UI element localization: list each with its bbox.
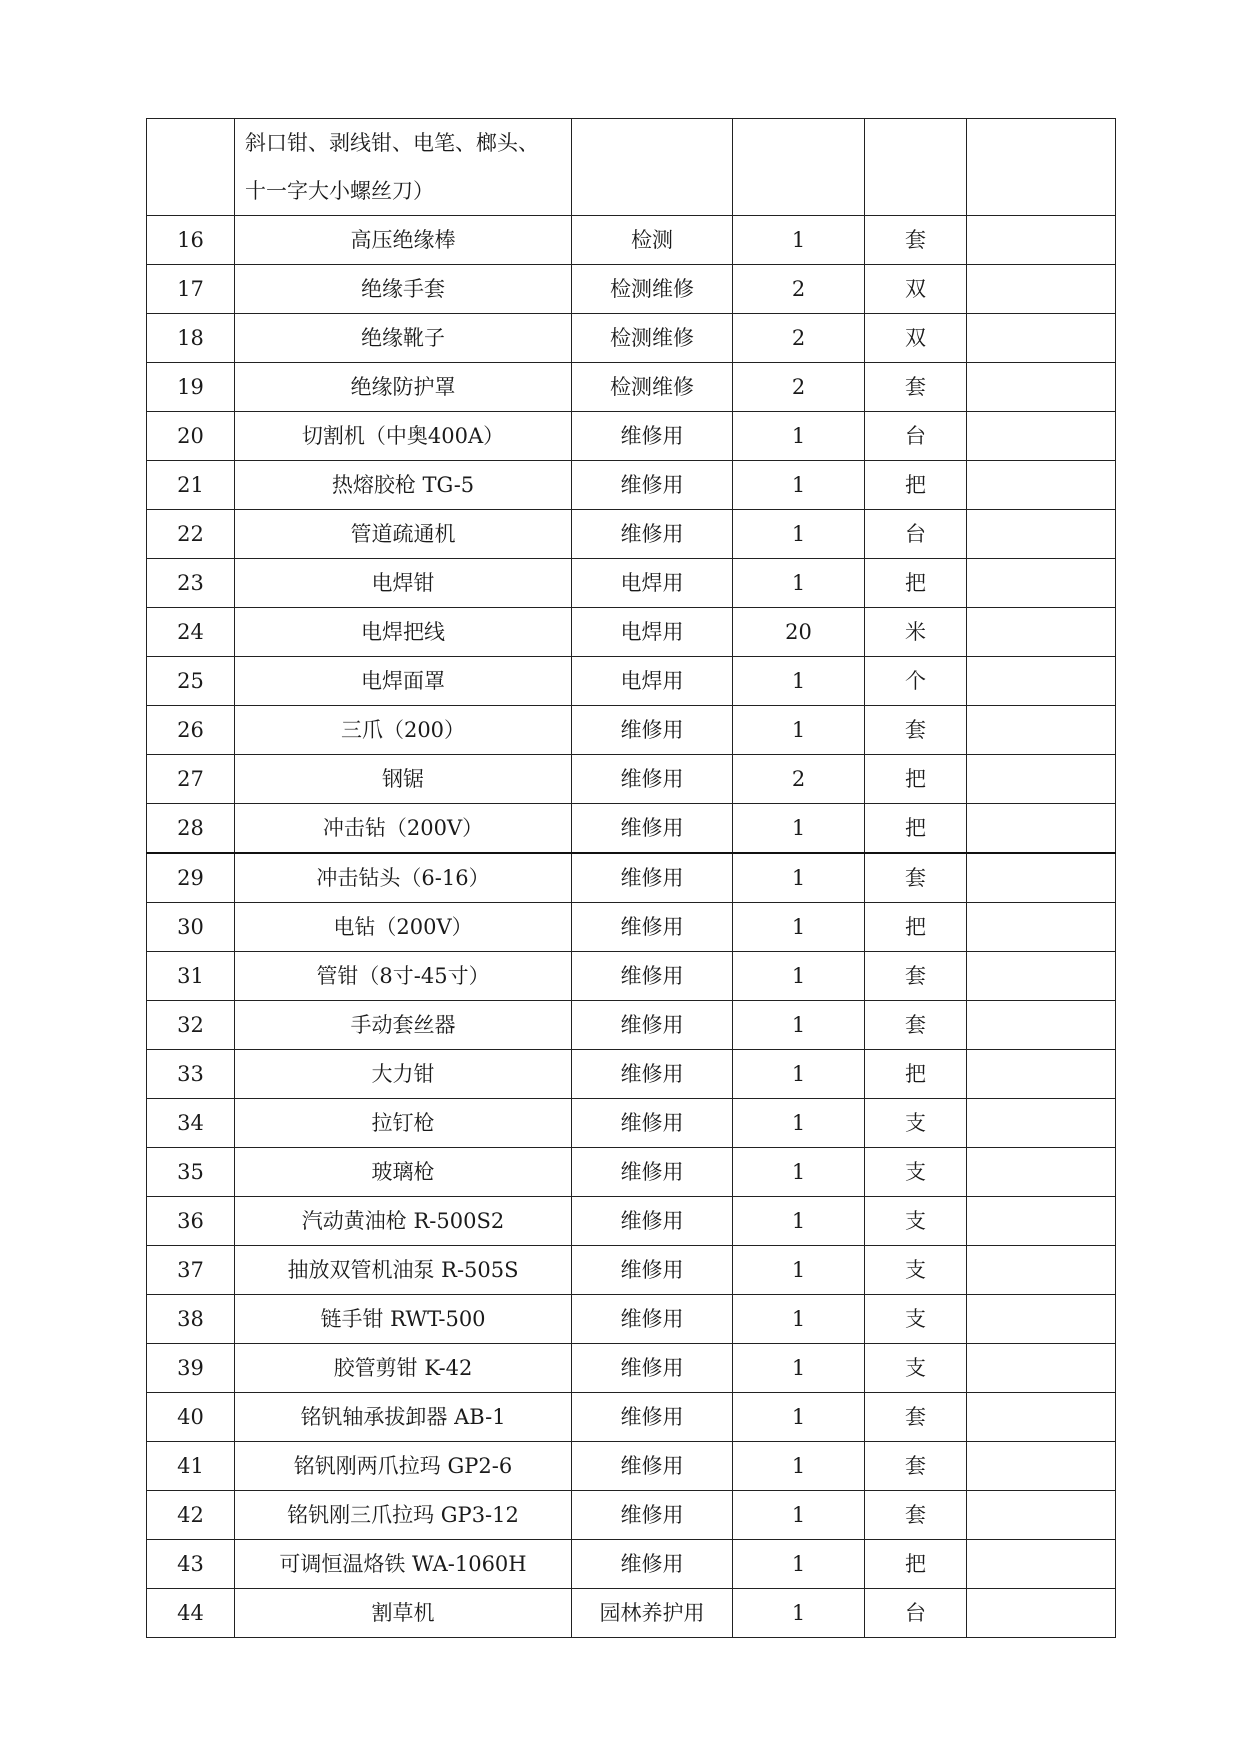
table-row-continued — [147, 119, 1116, 216]
cell-note — [967, 608, 1116, 657]
table-row — [147, 657, 1116, 706]
cell-use: 维修用 — [572, 510, 733, 559]
table-row — [147, 1589, 1116, 1638]
cell-no: 27 — [147, 755, 235, 804]
cell-note — [967, 1540, 1116, 1589]
cell-unit: 套 — [865, 706, 967, 755]
table-row — [147, 363, 1116, 412]
cell-use: 电焊用 — [572, 657, 733, 706]
cell-use: 维修用 — [572, 804, 733, 854]
table-row — [147, 1491, 1116, 1540]
cell-no: 24 — [147, 608, 235, 657]
cell-unit: 套 — [865, 216, 967, 265]
table-row — [147, 1246, 1116, 1295]
equipment-table-body — [147, 119, 1116, 1638]
cell-qty: 2 — [733, 363, 865, 412]
cell-name: 绝缘靴子 — [235, 314, 572, 363]
cell-use: 维修用 — [572, 1295, 733, 1344]
cell-unit: 套 — [865, 1491, 967, 1540]
cell-qty — [733, 119, 865, 216]
cell-name: 电钻（200V） — [235, 903, 572, 952]
cell-use: 维修用 — [572, 412, 733, 461]
cell-note — [967, 1099, 1116, 1148]
cell-name: 铭钒轴承拔卸器 AB-1 — [235, 1393, 572, 1442]
cell-qty: 2 — [733, 755, 865, 804]
table-row — [147, 1001, 1116, 1050]
cell-no: 18 — [147, 314, 235, 363]
cell-note — [967, 314, 1116, 363]
table-row — [147, 1442, 1116, 1491]
cell-name: 冲击钻（200V） — [235, 804, 572, 854]
cell-name-line: 斜口钳、剥线钳、电笔、榔头、 — [245, 131, 539, 155]
cell-qty: 1 — [733, 853, 865, 903]
cell-unit: 个 — [865, 657, 967, 706]
cell-use: 园林养护用 — [572, 1589, 733, 1638]
cell-note — [967, 1197, 1116, 1246]
cell-qty: 1 — [733, 1246, 865, 1295]
cell-qty: 1 — [733, 216, 865, 265]
cell-use: 维修用 — [572, 1491, 733, 1540]
cell-no: 40 — [147, 1393, 235, 1442]
cell-name: 切割机（中奥400A） — [235, 412, 572, 461]
cell-name — [235, 119, 572, 216]
cell-qty: 1 — [733, 510, 865, 559]
cell-no: 37 — [147, 1246, 235, 1295]
cell-note — [967, 1001, 1116, 1050]
cell-name: 电焊钳 — [235, 559, 572, 608]
cell-qty: 1 — [733, 1001, 865, 1050]
cell-no: 35 — [147, 1148, 235, 1197]
cell-note — [967, 1295, 1116, 1344]
equipment-table — [146, 118, 1116, 1638]
cell-qty: 2 — [733, 265, 865, 314]
table-row — [147, 1148, 1116, 1197]
cell-name: 电焊面罩 — [235, 657, 572, 706]
cell-name-line: 十一字大小螺丝刀） — [245, 179, 434, 203]
cell-name: 电焊把线 — [235, 608, 572, 657]
cell-name: 胶管剪钳 K-42 — [235, 1344, 572, 1393]
cell-unit: 把 — [865, 1540, 967, 1589]
cell-note — [967, 657, 1116, 706]
cell-no: 31 — [147, 952, 235, 1001]
cell-use: 检测维修 — [572, 314, 733, 363]
cell-no: 26 — [147, 706, 235, 755]
cell-no: 34 — [147, 1099, 235, 1148]
table-row — [147, 903, 1116, 952]
table-row — [147, 314, 1116, 363]
cell-qty: 1 — [733, 1491, 865, 1540]
table-row — [147, 706, 1116, 755]
cell-name: 可调恒温烙铁 WA-1060H — [235, 1540, 572, 1589]
cell-use: 维修用 — [572, 1050, 733, 1099]
cell-no: 22 — [147, 510, 235, 559]
cell-name: 管道疏通机 — [235, 510, 572, 559]
cell-unit: 米 — [865, 608, 967, 657]
table-row — [147, 412, 1116, 461]
table-row — [147, 265, 1116, 314]
document-page — [146, 118, 1115, 1638]
cell-note — [967, 216, 1116, 265]
cell-note — [967, 1393, 1116, 1442]
cell-qty: 1 — [733, 1393, 865, 1442]
table-row — [147, 510, 1116, 559]
cell-no: 32 — [147, 1001, 235, 1050]
cell-name: 链手钳 RWT-500 — [235, 1295, 572, 1344]
cell-qty: 1 — [733, 706, 865, 755]
cell-name: 玻璃枪 — [235, 1148, 572, 1197]
cell-name: 手动套丝器 — [235, 1001, 572, 1050]
cell-note — [967, 510, 1116, 559]
cell-name: 绝缘手套 — [235, 265, 572, 314]
cell-note — [967, 559, 1116, 608]
table-row — [147, 853, 1116, 903]
cell-qty: 1 — [733, 804, 865, 854]
cell-unit: 双 — [865, 314, 967, 363]
cell-name: 钢锯 — [235, 755, 572, 804]
cell-unit: 套 — [865, 853, 967, 903]
cell-unit: 套 — [865, 363, 967, 412]
table-row — [147, 608, 1116, 657]
cell-use: 检测维修 — [572, 265, 733, 314]
table-row — [147, 1344, 1116, 1393]
cell-note — [967, 755, 1116, 804]
cell-note — [967, 952, 1116, 1001]
table-row — [147, 1050, 1116, 1099]
cell-qty: 1 — [733, 1295, 865, 1344]
cell-unit: 双 — [865, 265, 967, 314]
cell-qty: 1 — [733, 1540, 865, 1589]
cell-use: 维修用 — [572, 1246, 733, 1295]
cell-unit — [865, 119, 967, 216]
cell-no: 42 — [147, 1491, 235, 1540]
cell-note — [967, 804, 1116, 854]
table-row — [147, 1540, 1116, 1589]
cell-qty: 1 — [733, 1442, 865, 1491]
cell-note — [967, 853, 1116, 903]
cell-unit: 套 — [865, 1001, 967, 1050]
cell-no: 29 — [147, 853, 235, 903]
cell-unit: 台 — [865, 1589, 967, 1638]
cell-use: 维修用 — [572, 1148, 733, 1197]
cell-note — [967, 412, 1116, 461]
table-row — [147, 952, 1116, 1001]
cell-unit: 把 — [865, 461, 967, 510]
cell-no: 44 — [147, 1589, 235, 1638]
cell-no: 36 — [147, 1197, 235, 1246]
table-row — [147, 559, 1116, 608]
cell-no: 43 — [147, 1540, 235, 1589]
cell-note — [967, 119, 1116, 216]
cell-use: 维修用 — [572, 1442, 733, 1491]
cell-use: 维修用 — [572, 952, 733, 1001]
cell-qty: 1 — [733, 1589, 865, 1638]
cell-qty: 1 — [733, 559, 865, 608]
cell-use: 维修用 — [572, 853, 733, 903]
cell-name: 铭钒刚三爪拉玛 GP3-12 — [235, 1491, 572, 1540]
cell-use: 维修用 — [572, 461, 733, 510]
cell-note — [967, 1491, 1116, 1540]
cell-qty: 1 — [733, 657, 865, 706]
cell-qty: 1 — [733, 1099, 865, 1148]
cell-unit: 支 — [865, 1246, 967, 1295]
table-row — [147, 1295, 1116, 1344]
cell-use: 维修用 — [572, 1001, 733, 1050]
cell-no: 39 — [147, 1344, 235, 1393]
cell-use: 维修用 — [572, 706, 733, 755]
cell-note — [967, 1442, 1116, 1491]
cell-use: 维修用 — [572, 1099, 733, 1148]
cell-qty: 20 — [733, 608, 865, 657]
cell-use: 电焊用 — [572, 608, 733, 657]
cell-unit: 把 — [865, 1050, 967, 1099]
cell-name: 抽放双管机油泵 R-505S — [235, 1246, 572, 1295]
cell-note — [967, 1344, 1116, 1393]
cell-use: 检测维修 — [572, 363, 733, 412]
cell-no: 38 — [147, 1295, 235, 1344]
cell-use: 维修用 — [572, 1540, 733, 1589]
cell-qty: 1 — [733, 1197, 865, 1246]
cell-unit: 把 — [865, 755, 967, 804]
cell-qty: 2 — [733, 314, 865, 363]
cell-name: 三爪（200） — [235, 706, 572, 755]
cell-use: 检测 — [572, 216, 733, 265]
cell-qty: 1 — [733, 461, 865, 510]
cell-qty: 1 — [733, 412, 865, 461]
cell-unit: 把 — [865, 903, 967, 952]
cell-no: 19 — [147, 363, 235, 412]
cell-name: 冲击钻头（6-16） — [235, 853, 572, 903]
cell-use: 维修用 — [572, 755, 733, 804]
table-row — [147, 216, 1116, 265]
table-row — [147, 804, 1116, 854]
cell-no: 33 — [147, 1050, 235, 1099]
cell-unit: 把 — [865, 804, 967, 854]
cell-qty: 1 — [733, 1148, 865, 1197]
cell-unit: 台 — [865, 510, 967, 559]
cell-note — [967, 461, 1116, 510]
cell-no: 20 — [147, 412, 235, 461]
cell-name: 大力钳 — [235, 1050, 572, 1099]
cell-unit: 套 — [865, 952, 967, 1001]
cell-no: 16 — [147, 216, 235, 265]
cell-unit: 支 — [865, 1344, 967, 1393]
cell-qty: 1 — [733, 1050, 865, 1099]
cell-no: 17 — [147, 265, 235, 314]
cell-use — [572, 119, 733, 216]
cell-unit: 支 — [865, 1148, 967, 1197]
cell-qty: 1 — [733, 952, 865, 1001]
cell-note — [967, 1246, 1116, 1295]
cell-use: 维修用 — [572, 1197, 733, 1246]
cell-unit: 支 — [865, 1295, 967, 1344]
cell-qty: 1 — [733, 1344, 865, 1393]
cell-note — [967, 265, 1116, 314]
cell-use: 维修用 — [572, 1393, 733, 1442]
cell-no: 23 — [147, 559, 235, 608]
cell-no: 28 — [147, 804, 235, 854]
cell-no: 25 — [147, 657, 235, 706]
table-row — [147, 461, 1116, 510]
cell-no: 30 — [147, 903, 235, 952]
table-row — [147, 1099, 1116, 1148]
cell-unit: 套 — [865, 1442, 967, 1491]
cell-no: 21 — [147, 461, 235, 510]
cell-name: 铭钒刚两爪拉玛 GP2-6 — [235, 1442, 572, 1491]
cell-qty: 1 — [733, 903, 865, 952]
cell-unit: 把 — [865, 559, 967, 608]
cell-note — [967, 1589, 1116, 1638]
cell-name: 汽动黄油枪 R-500S2 — [235, 1197, 572, 1246]
table-row — [147, 1197, 1116, 1246]
cell-name: 管钳（8寸-45寸） — [235, 952, 572, 1001]
cell-note — [967, 903, 1116, 952]
table-row — [147, 755, 1116, 804]
cell-unit: 套 — [865, 1393, 967, 1442]
cell-use: 维修用 — [572, 903, 733, 952]
cell-note — [967, 1050, 1116, 1099]
cell-unit: 支 — [865, 1099, 967, 1148]
cell-note — [967, 363, 1116, 412]
cell-name: 割草机 — [235, 1589, 572, 1638]
cell-note — [967, 706, 1116, 755]
cell-name: 绝缘防护罩 — [235, 363, 572, 412]
cell-name: 热熔胶枪 TG-5 — [235, 461, 572, 510]
cell-name: 高压绝缘棒 — [235, 216, 572, 265]
cell-name: 拉钉枪 — [235, 1099, 572, 1148]
cell-note — [967, 1148, 1116, 1197]
table-row — [147, 1393, 1116, 1442]
cell-no: 41 — [147, 1442, 235, 1491]
cell-use: 维修用 — [572, 1344, 733, 1393]
cell-unit: 台 — [865, 412, 967, 461]
cell-unit: 支 — [865, 1197, 967, 1246]
cell-use: 电焊用 — [572, 559, 733, 608]
cell-no — [147, 119, 235, 216]
